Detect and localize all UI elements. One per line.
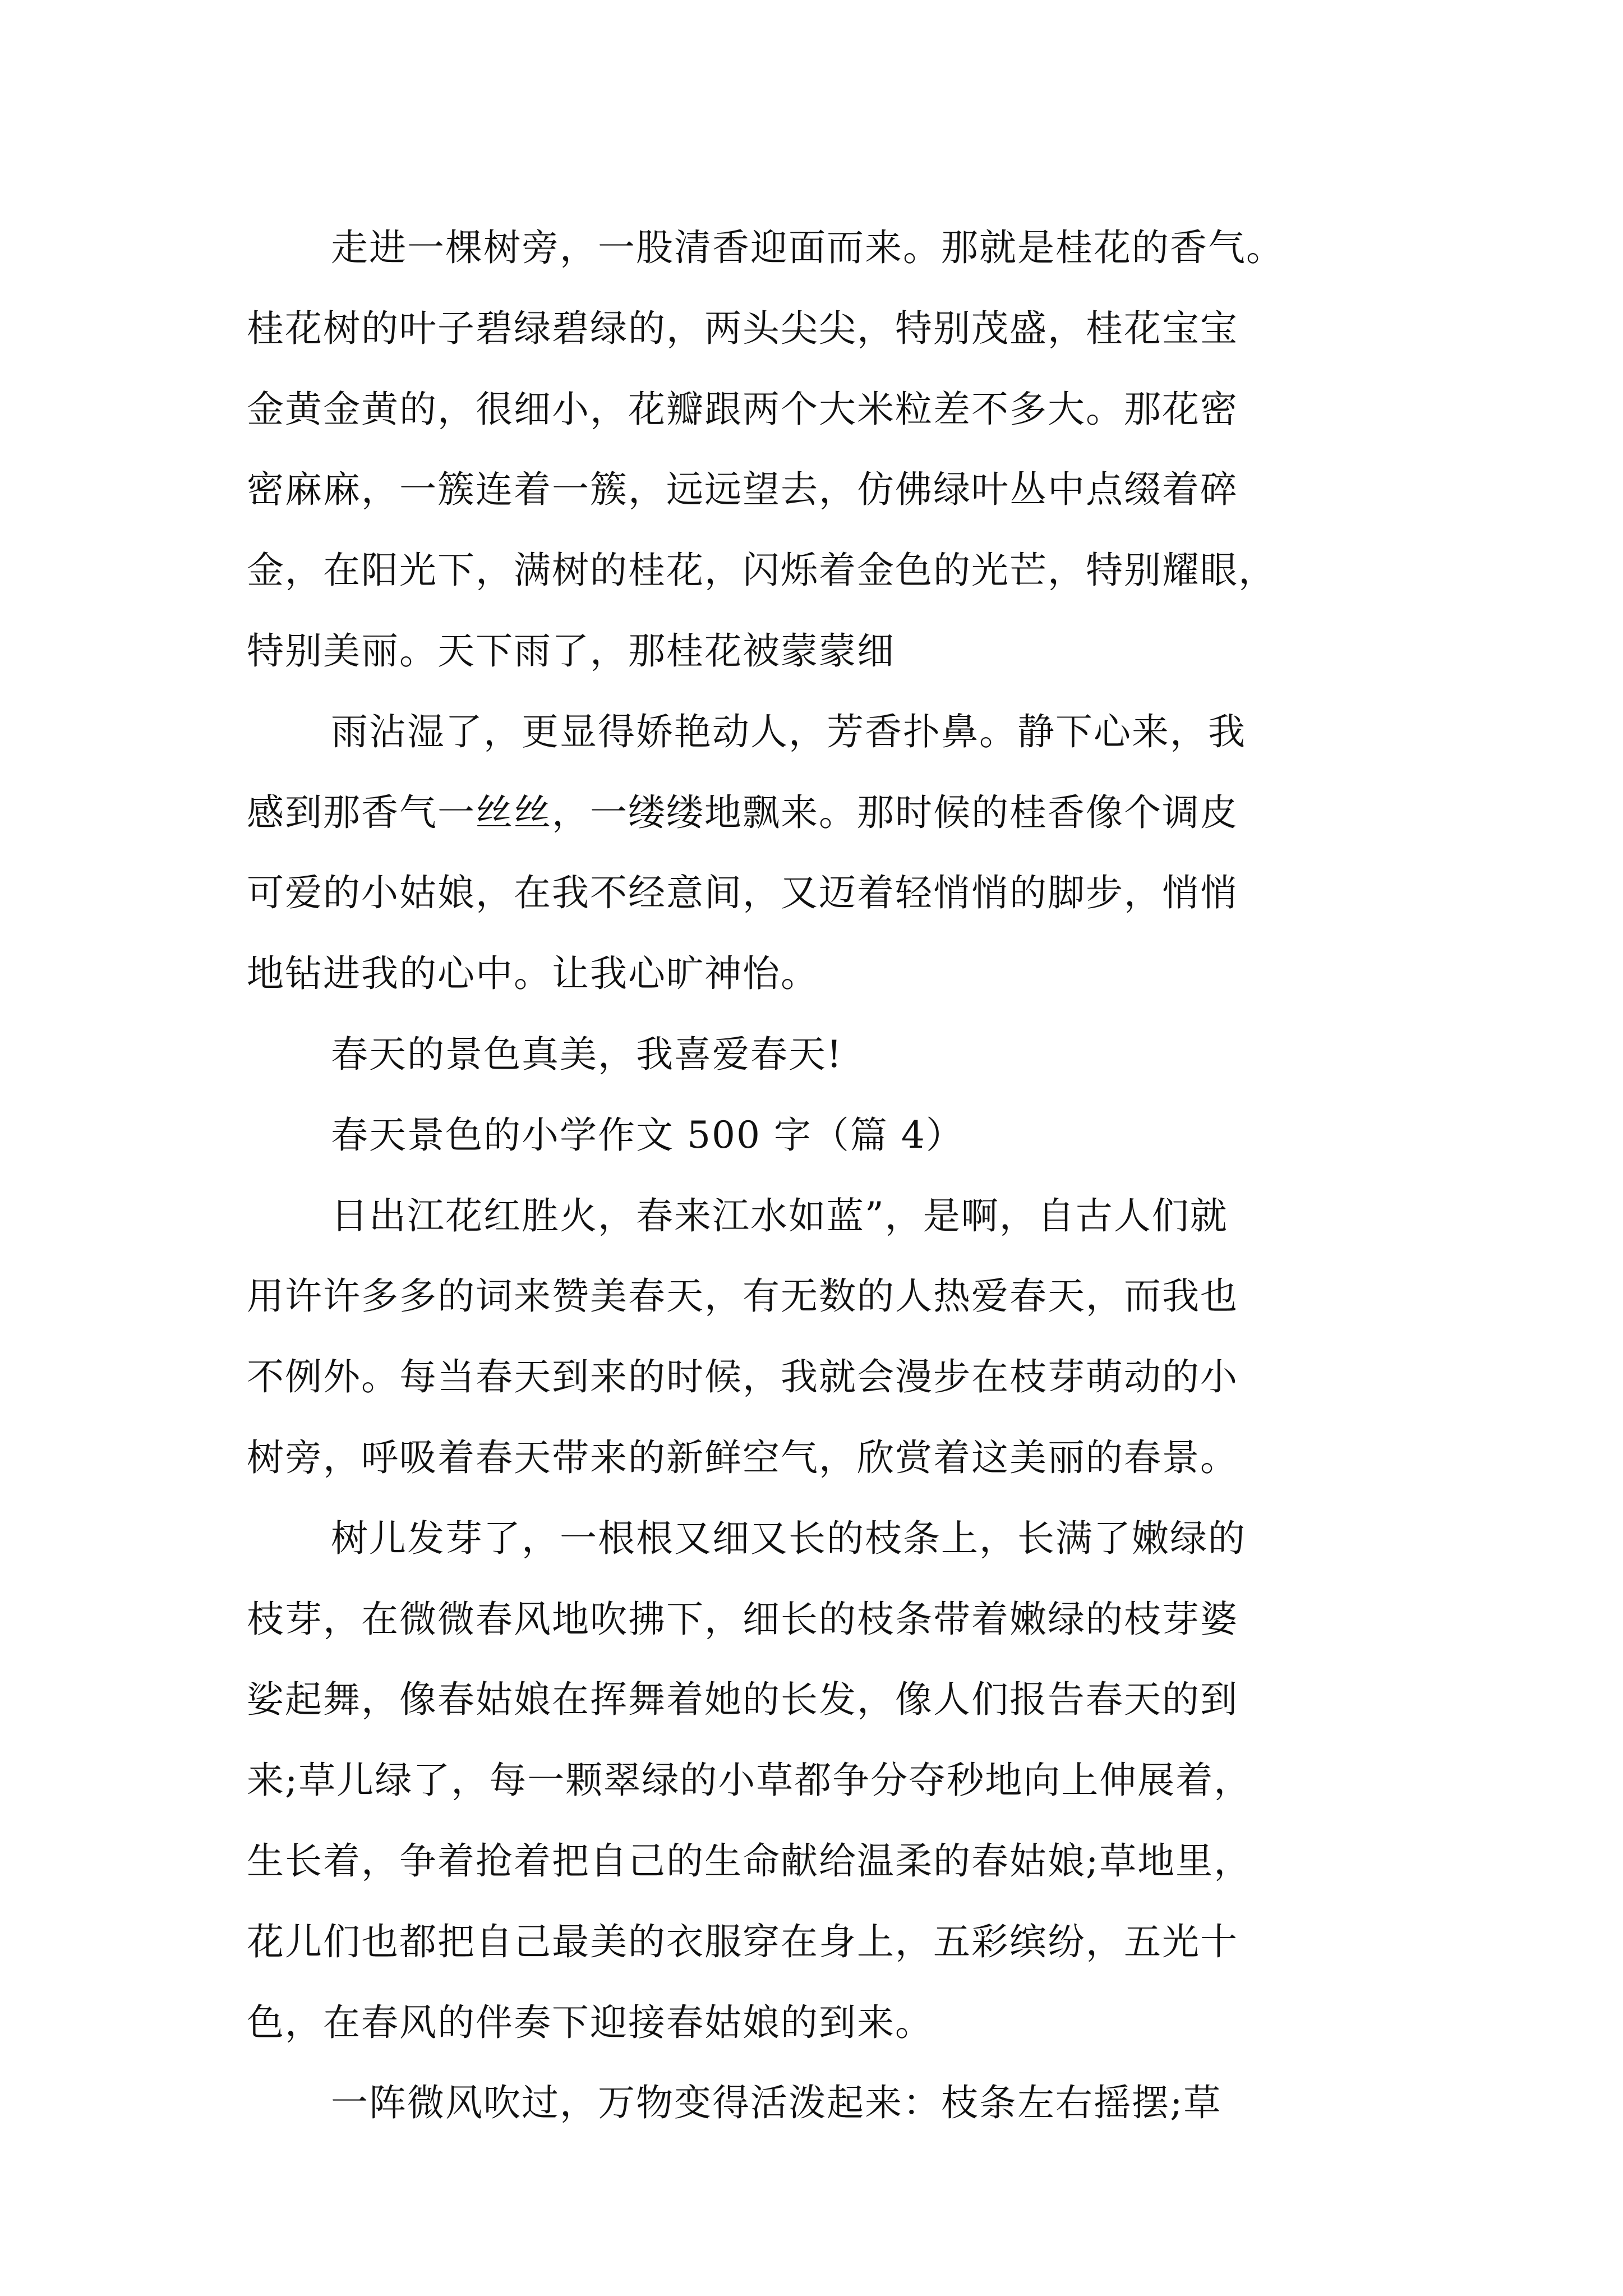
text-line: 春天的景色真美，我喜爱春天! — [331, 1032, 843, 1076]
text-line: 感到那香气一丝丝，一缕缕地飘来。那时候的桂香像个调皮 — [247, 790, 1238, 834]
section-heading: 春天景色的小学作文 500 字（篇 4） — [331, 1113, 964, 1157]
text-line: 桂花树的叶子碧绿碧绿的，两头尖尖，特别茂盛，桂花宝宝 — [247, 306, 1238, 350]
text-line: 用许许多多的词来赞美春天，有无数的人热爱春天，而我也 — [247, 1274, 1238, 1318]
body-text — [247, 208, 1396, 2143]
text-line: 树旁，呼吸着春天带来的新鲜空气，欣赏着这美丽的春景。 — [247, 1435, 1238, 1479]
text-line: 来;草儿绿了，每一颗翠绿的小草都争分夺秒地向上伸展着， — [247, 1759, 1252, 1802]
text-line: 枝芽，在微微春风地吹拂下，细长的枝条带着嫩绿的枝芽婆 — [247, 1597, 1238, 1641]
text-line: 生长着，争着抢着把自己的生命献给温柔的春姑娘;草地里， — [247, 1839, 1252, 1883]
text-line: 树儿发芽了，一根根又细又长的枝条上，长满了嫩绿的 — [331, 1516, 1246, 1560]
text-line: 娑起舞，像春姑娘在挥舞着她的长发，像人们报告春天的到 — [247, 1678, 1238, 1722]
text-line: 花儿们也都把自己最美的衣服穿在身上，五彩缤纷，五光十 — [247, 1920, 1238, 1963]
text-line: 特别美丽。天下雨了，那桂花被蒙蒙细 — [247, 629, 895, 673]
text-line: 不例外。每当春天到来的时候，我就会漫步在枝芽萌动的小 — [247, 1355, 1238, 1399]
text-line: 一阵微风吹过，万物变得活泼起来：枝条左右摇摆;草 — [331, 2081, 1222, 2125]
text-line: 金，在阳光下，满树的桂花，闪烁着金色的光芒，特别耀眼， — [247, 549, 1276, 592]
text-line: 密麻麻，一簇连着一簇，远远望去，仿佛绿叶丛中点缀着碎 — [247, 468, 1238, 512]
text-line: 地钻进我的心中。让我心旷神怡。 — [247, 952, 819, 996]
text-line: 金黄金黄的，很细小，花瓣跟两个大米粒差不多大。那花密 — [247, 387, 1238, 431]
text-line: 走进一棵树旁，一股清香迎面而来。那就是桂花的香气。 — [331, 226, 1284, 269]
text-line: 色，在春风的伴奏下迎接春姑娘的到来。 — [247, 2000, 933, 2044]
text-line: 雨沾湿了，更显得娇艳动人，芳香扑鼻。静下心来，我 — [331, 710, 1246, 753]
text-line: 可爱的小姑娘，在我不经意间，又迈着轻悄悄的脚步，悄悄 — [247, 871, 1238, 915]
text-line: 日出江花红胜火，春来江水如蓝”，是啊，自古人们就 — [331, 1194, 1228, 1237]
